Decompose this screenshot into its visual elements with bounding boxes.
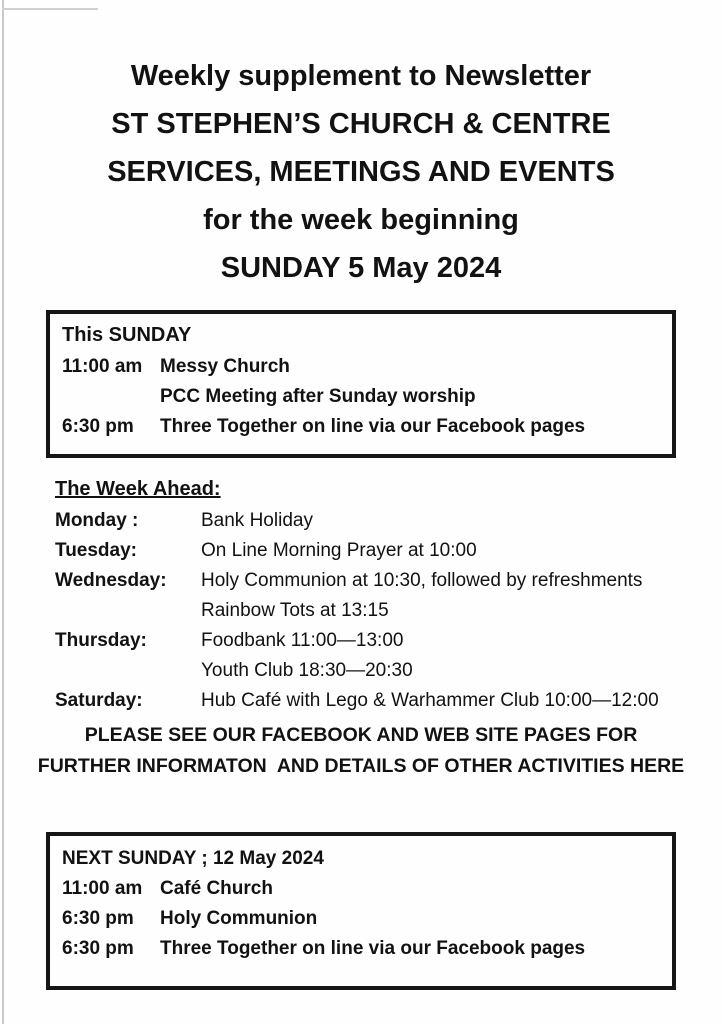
this-sunday-box (46, 310, 676, 458)
header-line-supplement: Weekly supplement to Newsletter (130, 60, 592, 92)
event-label: Three Together on line via our Facebook pages (160, 416, 586, 437)
page-title (20, 0, 702, 292)
week-ahead-section (55, 474, 667, 716)
activity-label: Bank Holiday (201, 510, 313, 531)
schedule-row (62, 934, 660, 964)
scan-edge-top-line (2, 8, 98, 10)
event-label: PCC Meeting after Sunday worship (160, 386, 476, 407)
day-label: Wednesday: (55, 570, 167, 591)
header-line-services: SERVICES, MEETINGS AND EVENTS (107, 156, 615, 188)
event-label: Café Church (160, 878, 273, 899)
activity-label: Holy Communion at 10:30, followed by refreshments (201, 570, 643, 591)
week-day-row (55, 656, 667, 686)
header-line-church-name: ST STEPHEN’S CHURCH & CENTRE (111, 108, 611, 140)
event-time: 11:00 am (62, 356, 143, 377)
event-label: Three Together on line via our Facebook pages (160, 938, 586, 959)
day-label (55, 656, 201, 686)
activity-label: Youth Club 18:30—20:30 (201, 660, 413, 681)
activity-label: Hub Café with Lego & Warhammer Club 10:00—12:00 (201, 690, 659, 711)
event-time: 11:00 am (62, 878, 143, 899)
this-sunday-title: This SUNDAY (62, 324, 192, 346)
scan-edge-left-line (2, 0, 4, 1024)
header-line-date: SUNDAY 5 May 2024 (220, 252, 502, 284)
next-sunday-title-row (62, 844, 660, 874)
event-time: 6:30 pm (62, 416, 134, 437)
event-time: 6:30 pm (62, 938, 134, 959)
day-label: Thursday: (55, 630, 147, 651)
activity-label: Foodbank 11:00—13:00 (201, 630, 404, 651)
week-day-row (55, 506, 667, 536)
week-day-row (55, 566, 667, 596)
week-day-row (55, 686, 667, 716)
schedule-row (62, 382, 660, 412)
schedule-row (62, 904, 660, 934)
notice-line-1: PLEASE SEE OUR FACEBOOK AND WEB SITE PAGES FOR (84, 724, 638, 746)
header-line-week-beginning: for the week beginning (203, 204, 519, 236)
day-label: Tuesday: (55, 540, 138, 561)
schedule-row (62, 352, 660, 382)
week-day-row (55, 596, 667, 626)
facebook-notice (0, 720, 722, 782)
schedule-row (62, 874, 660, 904)
event-time: 6:30 pm (62, 908, 134, 929)
week-day-row (55, 626, 667, 656)
activity-label: On Line Morning Prayer at 10:00 (201, 540, 477, 561)
week-day-row (55, 536, 667, 566)
event-label: Messy Church (160, 356, 290, 377)
event-time (62, 382, 160, 412)
notice-line-2: FURTHER INFORMATON AND DETAILS OF OTHER ACTIVITIES HERE (37, 755, 685, 777)
next-sunday-title: NEXT SUNDAY ; 12 May 2024 (62, 848, 324, 869)
day-label: Saturday: (55, 690, 143, 711)
day-label (55, 596, 201, 626)
day-label: Monday : (55, 510, 139, 531)
activity-label: Rainbow Tots at 13:15 (201, 600, 389, 621)
event-label: Holy Communion (160, 908, 318, 929)
week-ahead-title: The Week Ahead: (55, 478, 221, 500)
next-sunday-box (46, 832, 676, 990)
schedule-row (62, 412, 660, 442)
